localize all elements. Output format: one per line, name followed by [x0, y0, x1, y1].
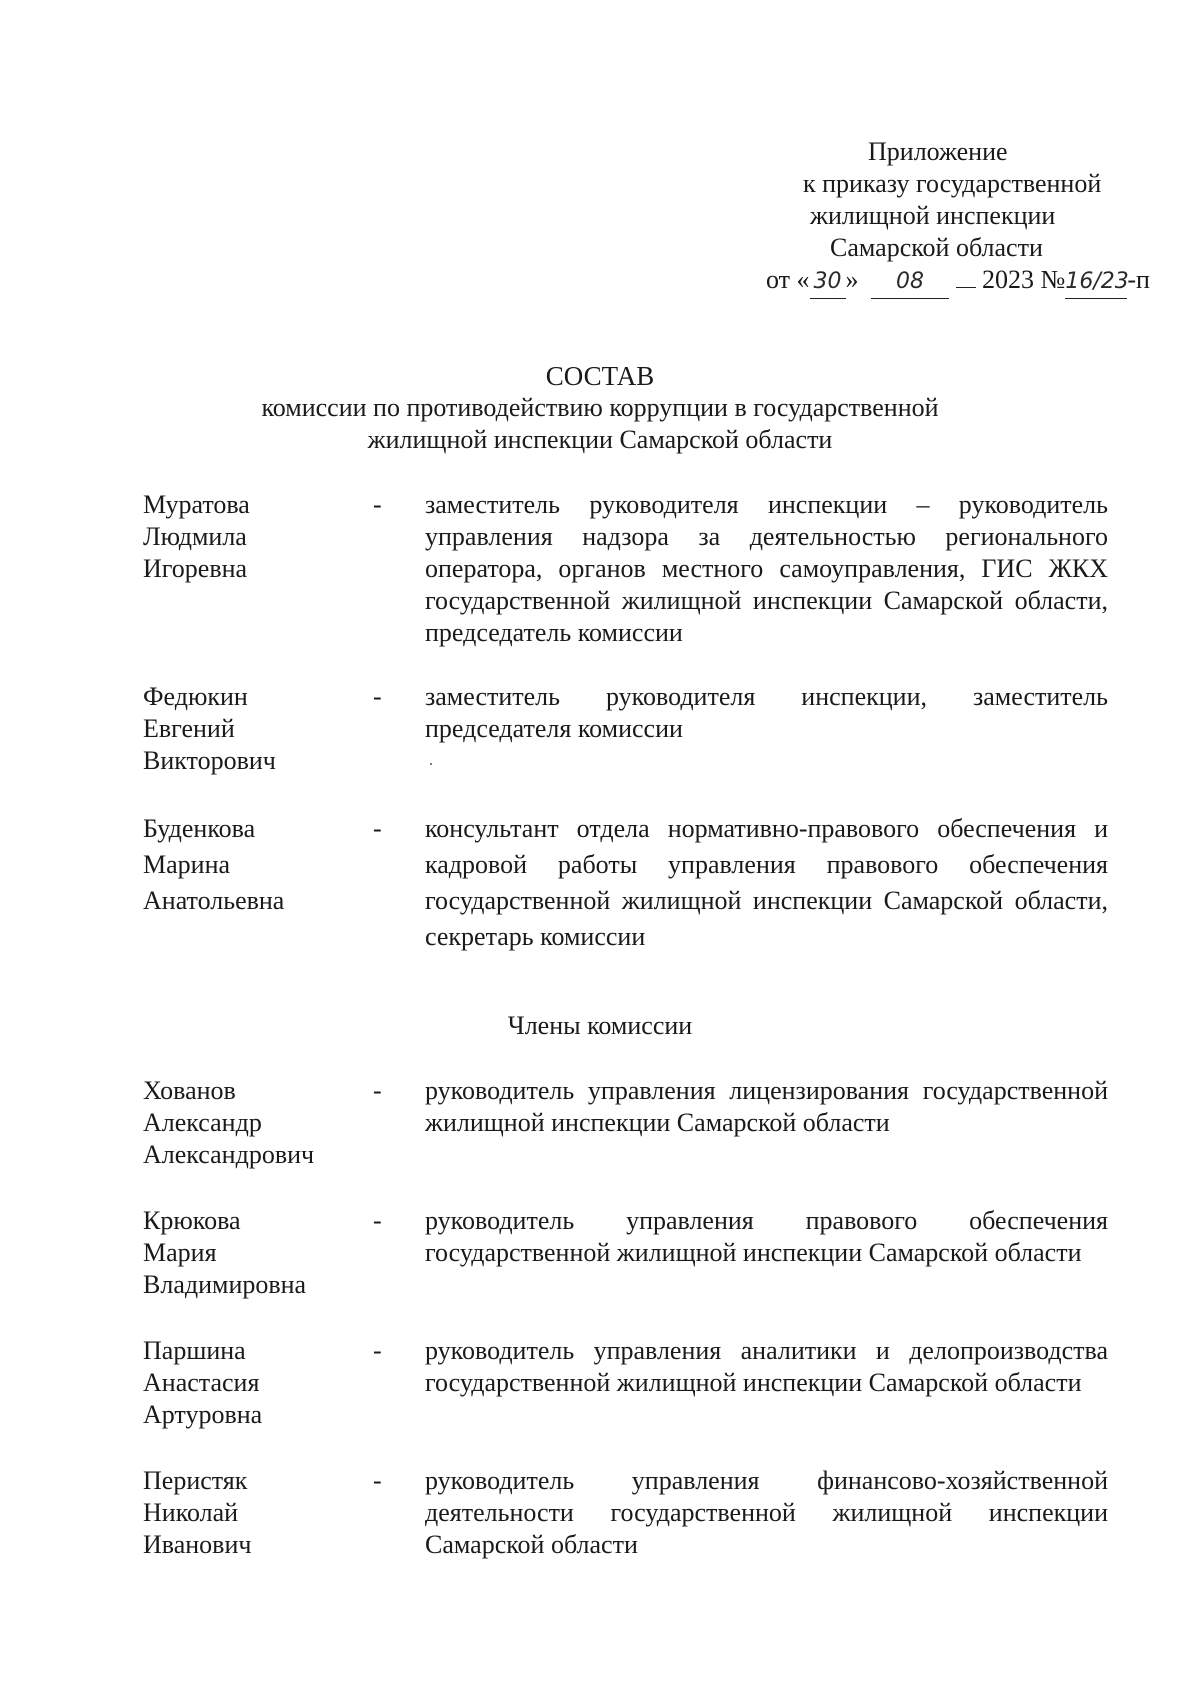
surname: Паршина	[143, 1336, 246, 1365]
date-month-handwritten: 08	[871, 266, 949, 299]
members-heading: Члены комиссии	[507, 1011, 693, 1040]
person-role: руководитель управления лицензирования государственной жилищной инспекции Самарской области	[425, 1076, 1108, 1137]
surname: Буденкова	[143, 814, 256, 843]
scan-speck	[430, 763, 432, 765]
appendix-date-line: от « 30 » 08 2023 №16/23-п	[766, 264, 1150, 299]
patronymic: Иванович	[143, 1530, 252, 1559]
person-name	[143, 1335, 373, 1431]
order-number-handwritten: 16/23	[1065, 266, 1127, 299]
patronymic: Артуровна	[143, 1400, 263, 1429]
date-prefix: от	[766, 265, 791, 294]
patronymic: Анатольевна	[143, 886, 285, 915]
appendix-line-order: к приказу государственной	[803, 169, 1102, 198]
first-name: Людмила	[143, 522, 247, 551]
dash-separator: -	[373, 1466, 382, 1495]
appendix-line-inspection: жилищной инспекции	[810, 201, 1056, 230]
dash-separator: -	[373, 1076, 382, 1105]
person-name	[143, 1075, 373, 1171]
patronymic: Игоревна	[143, 554, 248, 583]
appendix-title: Приложение	[868, 137, 1008, 166]
surname: Муратова	[143, 490, 250, 519]
first-name: Анастасия	[143, 1368, 260, 1397]
surname: Хованов	[143, 1076, 236, 1105]
title-heading: СОСТАВ	[545, 361, 655, 391]
person-role: заместитель руководителя инспекции – руководитель управления надзора за деятельностью регионального оператора, органов местного самоуправления, ГИС ЖКХ государственной жилищной инспекции Самарской области, председатель комиссии	[425, 490, 1108, 647]
document-title	[0, 360, 1200, 456]
surname: Федюкин	[143, 682, 248, 711]
dash-separator: -	[373, 1336, 382, 1365]
appendix-line-region: Самарской области	[830, 233, 1043, 262]
date-year: 2023	[982, 265, 1035, 294]
patronymic: Владимировна	[143, 1270, 307, 1299]
dash-separator: -	[373, 1206, 382, 1235]
first-name: Марина	[143, 850, 231, 879]
surname: Перистяк	[143, 1466, 248, 1495]
patronymic: Викторович	[143, 746, 276, 775]
title-line-2: жилищной инспекции Самарской области	[367, 425, 833, 454]
first-name: Николай	[143, 1498, 239, 1527]
person-role: руководитель управления правового обеспечения государственной жилищной инспекции Самарской области	[425, 1206, 1108, 1267]
surname: Крюкова	[143, 1206, 241, 1235]
title-line-1: комиссии по противодействию коррупции в государственной	[261, 393, 939, 422]
person-role: руководитель управления финансово-хозяйственной деятельности государственной жилищной инспекции Самарской области	[425, 1466, 1108, 1559]
dash-separator: -	[373, 682, 382, 711]
first-name: Александр	[143, 1108, 262, 1137]
patronymic: Александрович	[143, 1140, 315, 1169]
person-name	[143, 681, 373, 777]
dash-separator: -	[373, 814, 382, 843]
first-name: Евгений	[143, 714, 235, 743]
person-role: консультант отдела нормативно-правового обеспечения и кадровой работы управления правового обеспечения государственной жилищной инспекции Самарской области, секретарь комиссии	[425, 814, 1108, 951]
dash-separator: -	[373, 490, 382, 519]
first-name: Мария	[143, 1238, 217, 1267]
number-suffix: -п	[1127, 265, 1150, 294]
person-name	[143, 811, 373, 919]
person-name	[143, 489, 373, 585]
number-prefix: №	[1040, 265, 1066, 294]
person-role: заместитель руководителя инспекции, заместитель председателя комиссии	[425, 682, 1108, 743]
person-name	[143, 1205, 373, 1301]
person-name	[143, 1465, 373, 1561]
person-role: руководитель управления аналитики и делопроизводства государственной жилищной инспекции Самарской области	[425, 1336, 1108, 1397]
date-day-handwritten: 30	[810, 266, 846, 299]
